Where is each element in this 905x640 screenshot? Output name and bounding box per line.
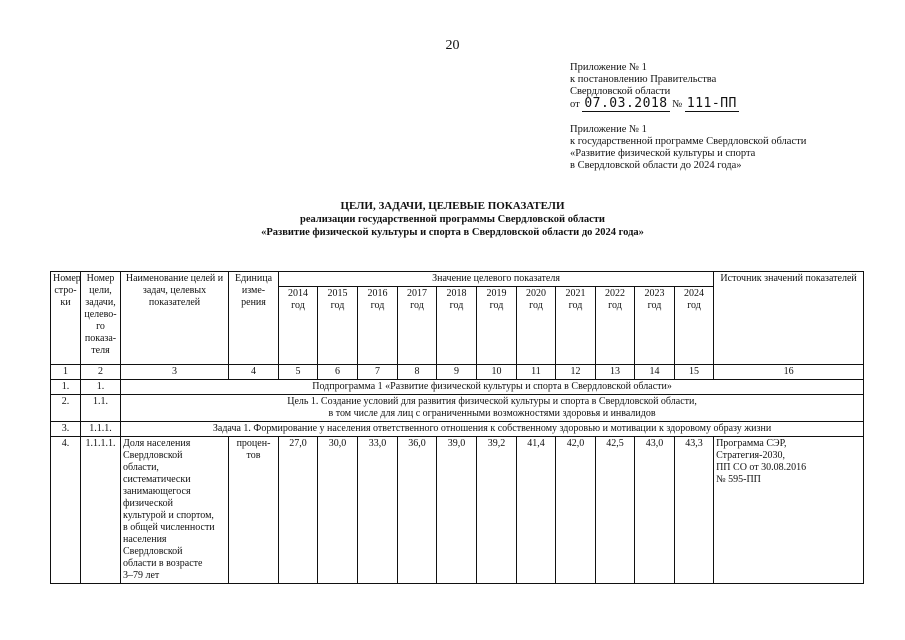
table-row (51, 380, 864, 395)
row-number: 1. (51, 380, 81, 395)
title-line3: «Развитие физической культуры и спорта в Свердловской области до 2024 года» (261, 227, 644, 238)
indicator-value: 39,2 (477, 437, 517, 584)
header-name: Наименование целей и задач, целевых показателей (121, 272, 229, 365)
indicator-value: 41,4 (517, 437, 556, 584)
column-number: 4 (229, 365, 279, 380)
goal-title-line1: Цель 1. Создание условий для развития физической культуры и спорта в Свердловской области, (287, 396, 697, 407)
source-line: Стратегия-2030, (716, 450, 785, 461)
indicator-name-line: Свердловской (123, 546, 183, 557)
header-goal-number: Номер цели, задачи, целево-го показа-теля (81, 272, 121, 365)
task-title: Задача 1. Формирование у населения ответственного отношения к собственному здоровью и мотивации к здоровому образу жизни (121, 422, 864, 437)
header-year: 2018 год (437, 287, 477, 365)
indicator-value: 39,0 (437, 437, 477, 584)
indicator-value: 33,0 (358, 437, 398, 584)
indicator-value: 42,0 (556, 437, 596, 584)
header-year: 2024 год (675, 287, 714, 365)
appendix-state-program (570, 124, 806, 172)
column-numbers-row (51, 365, 864, 380)
indicator-source (714, 437, 864, 584)
column-number: 16 (714, 365, 864, 380)
subprogram-title: Подпрограмма 1 «Развитие физической культуры и спорта в Свердловской области» (121, 380, 864, 395)
header-year: 2017 год (398, 287, 437, 365)
indicator-value: 36,0 (398, 437, 437, 584)
column-number: 14 (635, 365, 675, 380)
goal-code: 1.1. (81, 395, 121, 422)
decree-number: 111-ПП (686, 96, 737, 111)
indicator-name-line: культурой и спортом, (123, 510, 214, 521)
appendix2-line1: Приложение № 1 (570, 124, 647, 135)
indicator-name-line: области, (123, 462, 159, 473)
appendix-government-decree (570, 62, 739, 111)
title-line2: реализации государственной программы Свердловской области (300, 214, 605, 225)
header-year: 2022 год (596, 287, 635, 365)
column-number: 8 (398, 365, 437, 380)
unit-line: тов (246, 450, 261, 461)
indicator-name-line: населения (123, 534, 167, 545)
goals-indicators-table (50, 271, 864, 584)
appendix2-line4: в Свердловской области до 2024 года» (570, 160, 742, 171)
column-number: 15 (675, 365, 714, 380)
column-number: 12 (556, 365, 596, 380)
header-target-value: Значение целевого показателя (279, 272, 714, 287)
source-line: Программа СЭР, (716, 438, 787, 449)
column-number: 10 (477, 365, 517, 380)
header-row-number: Номер стро-ки (51, 272, 81, 365)
indicator-value: 30,0 (318, 437, 358, 584)
column-number: 2 (81, 365, 121, 380)
header-year: 2014 год (279, 287, 318, 365)
appendix2-line2: к государственной программе Свердловской области (570, 136, 807, 147)
appendix1-line2: к постановлению Правительства (570, 74, 717, 85)
header-year: 2020 год (517, 287, 556, 365)
appendix2-line3: «Развитие физической культуры и спорта (570, 148, 756, 159)
header-source: Источник значений показателей (714, 272, 864, 365)
header-year: 2019 год (477, 287, 517, 365)
goal-title-line2: в том числе для лиц с ограниченными возможностями здоровья и инвалидов (328, 408, 656, 419)
unit-line: процен- (236, 438, 271, 449)
indicator-name-line: физической (123, 498, 173, 509)
indicator-value: 43,0 (635, 437, 675, 584)
indicator-name (121, 437, 229, 584)
column-number: 6 (318, 365, 358, 380)
column-number: 13 (596, 365, 635, 380)
document-title (0, 200, 905, 239)
from-label: от (570, 99, 580, 110)
number-label: № (672, 99, 683, 110)
source-line: ПП СО от 30.08.2016 (716, 462, 807, 473)
column-number: 5 (279, 365, 318, 380)
goal-code: 1.1.1.1. (81, 437, 121, 584)
column-number: 3 (121, 365, 229, 380)
appendix1-line3: Свердловской области (570, 86, 671, 97)
table-row (51, 437, 864, 584)
column-number: 1 (51, 365, 81, 380)
decree-date: 07.03.2018 (584, 96, 668, 111)
goal-code: 1.1.1. (81, 422, 121, 437)
indicator-name-line: 3–79 лет (123, 570, 160, 581)
header-year: 2023 год (635, 287, 675, 365)
indicator-unit (229, 437, 279, 584)
indicator-name-line: в общей численности (123, 522, 215, 533)
source-line: № 595-ПП (716, 474, 761, 485)
page-number: 20 (445, 38, 460, 53)
goal-code: 1. (81, 380, 121, 395)
column-number: 11 (517, 365, 556, 380)
header-year: 2016 год (358, 287, 398, 365)
indicator-value: 42,5 (596, 437, 635, 584)
table-row (51, 422, 864, 437)
indicator-value: 27,0 (279, 437, 318, 584)
appendix1-line1: Приложение № 1 (570, 62, 647, 73)
column-number: 7 (358, 365, 398, 380)
column-number: 9 (437, 365, 477, 380)
table-row (51, 395, 864, 422)
row-number: 3. (51, 422, 81, 437)
title-line1: ЦЕЛИ, ЗАДАЧИ, ЦЕЛЕВЫЕ ПОКАЗАТЕЛИ (340, 200, 565, 212)
decree-date-number (570, 98, 739, 111)
indicator-value: 43,3 (675, 437, 714, 584)
indicator-name-line: занимающегося (123, 486, 191, 497)
header-unit: Единица изме-рения (229, 272, 279, 365)
row-number: 2. (51, 395, 81, 422)
indicator-name-line: области в возрасте (123, 558, 203, 569)
indicator-name-line: Свердловской (123, 450, 183, 461)
header-year: 2021 год (556, 287, 596, 365)
indicator-name-line: систематически (123, 474, 191, 485)
header-year: 2015 год (318, 287, 358, 365)
row-number: 4. (51, 437, 81, 584)
indicator-name-line: Доля населения (123, 438, 191, 449)
goal-title (121, 395, 864, 422)
